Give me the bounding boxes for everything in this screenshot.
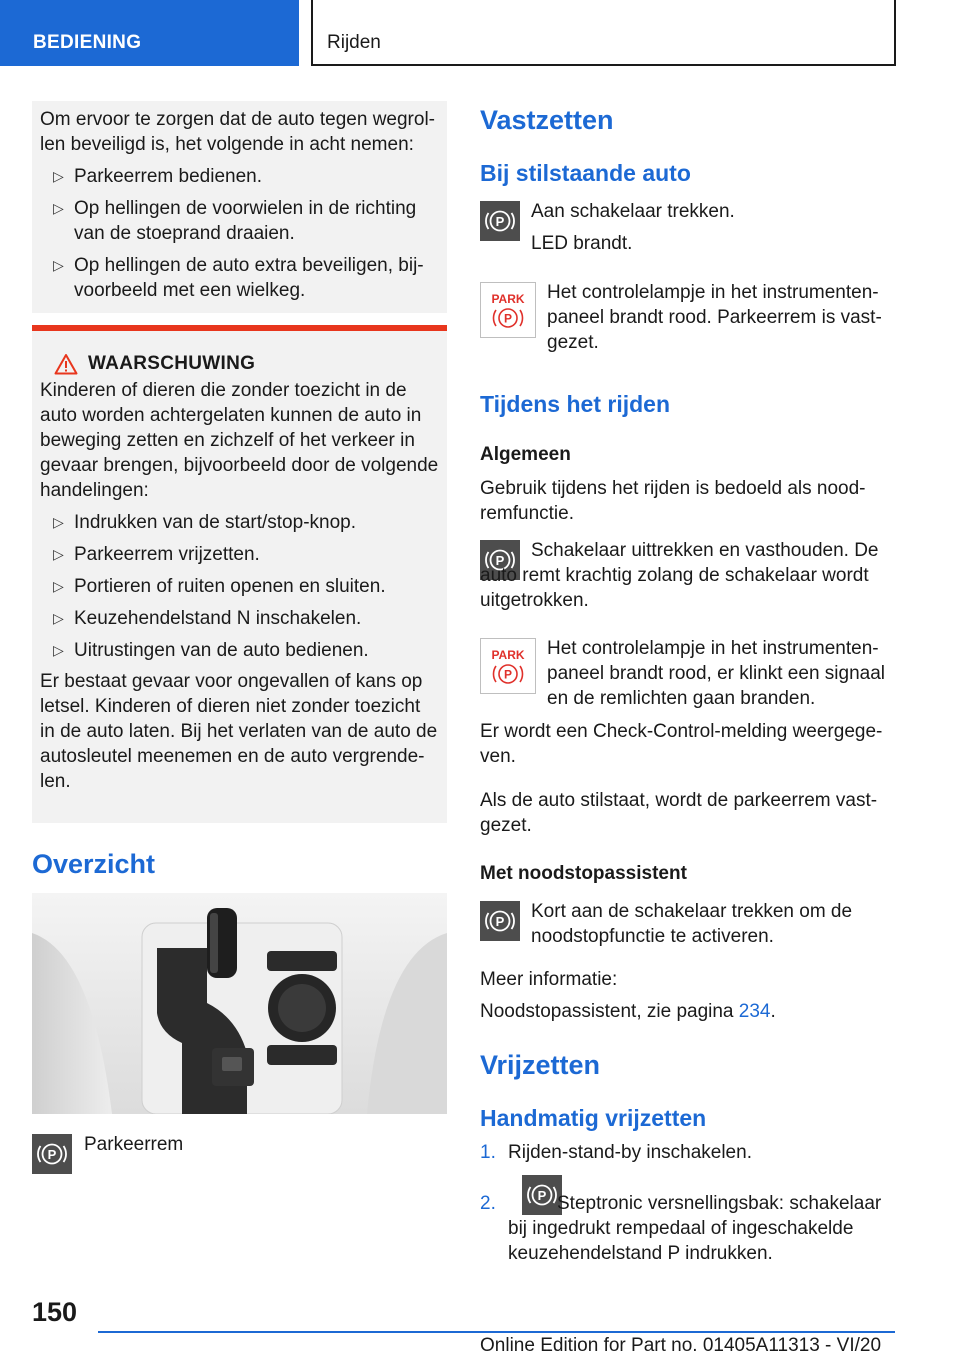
list-item: ▷ Keuzehendelstand N inschakelen. — [40, 606, 439, 631]
footer-edition: Online Edition for Part no. 01405A11313 - VI/20 — [480, 1335, 882, 1356]
svg-text:P: P — [495, 553, 505, 568]
alg-lamp-text: Het controlelampje in het instrumenten-paneel brandt rood, er klinkt een signaal en de remlichten gaan branden. — [547, 638, 886, 709]
list-item: ▷ Parkeerrem vrijzetten. — [40, 542, 439, 567]
header-chapter-tab — [311, 0, 896, 66]
list-item: ▷ Op hellingen de voorwielen in de richting van de stoeprand draaien. — [40, 196, 439, 246]
park-label: PARK — [491, 648, 525, 662]
parking-brake-icon — [480, 201, 520, 241]
stil-step-2: LED brandt. — [531, 233, 633, 254]
intro-line-2: len beveiligd is, het volgende in acht nemen: — [40, 134, 414, 155]
list-item: ▷ Portieren of ruiten openen en sluiten. — [40, 574, 439, 599]
heading-vrijzetten: Vrijzetten — [480, 1050, 601, 1080]
park-indicator-icon — [480, 638, 536, 694]
heading-vastzetten: Vastzetten — [480, 105, 614, 135]
alg-switch-text: Schakelaar uittrekken en vasthouden. De auto remt krachtig zolang de schakelaar wordt uitgetrokken. — [480, 540, 879, 611]
header-section-tab — [0, 0, 299, 66]
warning-text: Kinderen of dieren die zonder toezicht in de auto worden achtergelaten kunnen de auto in beweging zetten en zichzelf of het verkeer in gevaar brengen, bijvoorbeeld door de volgende handelingen: — [40, 380, 439, 501]
park-lamp-icon — [481, 639, 535, 693]
alg-cc-text: Er wordt een Check-Control-melding weergege-ven. — [480, 721, 883, 767]
parking-brake-button-icon — [480, 201, 520, 241]
reference-dot: . — [770, 1001, 776, 1022]
park-p: P — [503, 667, 513, 682]
svg-text:P: P — [537, 1188, 547, 1203]
svg-text:P: P — [47, 1147, 57, 1162]
park-label: PARK — [491, 292, 525, 306]
parking-brake-icon — [32, 1134, 72, 1174]
header-chapter: Rijden — [327, 32, 381, 53]
console-photo — [32, 893, 447, 1114]
parking-brake-button-icon — [480, 901, 520, 941]
list-item: ▷ Indrukken van de start/stop-knop. — [40, 510, 439, 535]
warning-title-row — [40, 351, 439, 376]
parking-brake-icon — [480, 901, 520, 941]
reference-text: Noodstopassistent, zie pagina — [480, 1001, 739, 1022]
step-2-number — [480, 1191, 508, 1216]
intro-list — [40, 164, 439, 303]
warning-triangle-icon — [54, 353, 78, 375]
step-2-text: Steptronic versnellingsbak: schakelaar bij ingedrukt rempedaal of ingeschakelde keuzehendelstand P indrukken. — [508, 1193, 882, 1264]
warning-box — [32, 325, 447, 823]
intro-line-1: Om ervoor te zorgen dat de auto tegen wegrol- — [40, 109, 436, 130]
list-item: ▷ Op hellingen de auto extra beveiligen, bij-voorbeeld met een wielkeg. — [40, 253, 439, 303]
heading-noodstop: Met noodstopassistent — [480, 863, 687, 884]
warning-title: WAARSCHUWING — [88, 353, 256, 374]
warning-closing: Er bestaat gevaar voor ongevallen of kans op letsel. Kinderen of dieren niet zonder toezicht in de auto laten. Bij het verlaten van de auto de autosleutel meenemen en de auto vergrende-len. — [40, 671, 438, 792]
alg-still-text: Als de auto stilstaat, wordt de parkeerrem vast-gezet. — [480, 790, 878, 836]
reference-line — [480, 999, 776, 1024]
stil-lamp-text: Het controlelampje in het instrumenten-paneel brandt rood. Parkeerrem is vast-gezet. — [547, 282, 882, 353]
park-p: P — [503, 311, 513, 326]
warning-list — [40, 510, 439, 663]
heading-handmatig: Handmatig vrijzetten — [480, 1105, 707, 1131]
park-lamp-icon — [481, 283, 535, 337]
header-section: BEDIENING — [33, 32, 142, 53]
svg-text:P: P — [495, 914, 505, 929]
step-number: 1. — [480, 1142, 496, 1163]
nood-text: Kort aan de schakelaar trekken om de noodstopfunctie te activeren. — [531, 901, 853, 947]
list-item: ▷ Parkeerrem bedienen. — [40, 164, 439, 189]
intro-box — [32, 101, 447, 313]
overview-caption: Parkeerrem — [84, 1134, 184, 1155]
stil-step-1: Aan schakelaar trekken. — [531, 201, 735, 222]
heading-tijdens-rijden: Tijdens het rijden — [480, 391, 670, 417]
svg-text:P: P — [495, 214, 505, 229]
meer-info: Meer informatie: — [480, 969, 618, 990]
step-number: 2. — [480, 1193, 496, 1214]
list-item: ▷ Uitrustingen van de auto bedienen. — [40, 638, 439, 663]
parking-brake-button-icon — [32, 1134, 72, 1174]
step-1 — [480, 1140, 752, 1165]
heading-stilstaand: Bij stilstaande auto — [480, 160, 691, 186]
page-number: 150 — [32, 1297, 78, 1327]
reference-page-link[interactable]: 234 — [738, 1001, 771, 1022]
overview-heading: Overzicht — [32, 849, 156, 879]
heading-algemeen: Algemeen — [480, 444, 571, 465]
alg-text: Gebruik tijdens het rijden is bedoeld als nood-remfunctie. — [480, 478, 866, 524]
center-console-image — [32, 893, 447, 1114]
park-indicator-icon — [480, 282, 536, 338]
step-text: Rijden-stand-by inschakelen. — [508, 1142, 752, 1163]
